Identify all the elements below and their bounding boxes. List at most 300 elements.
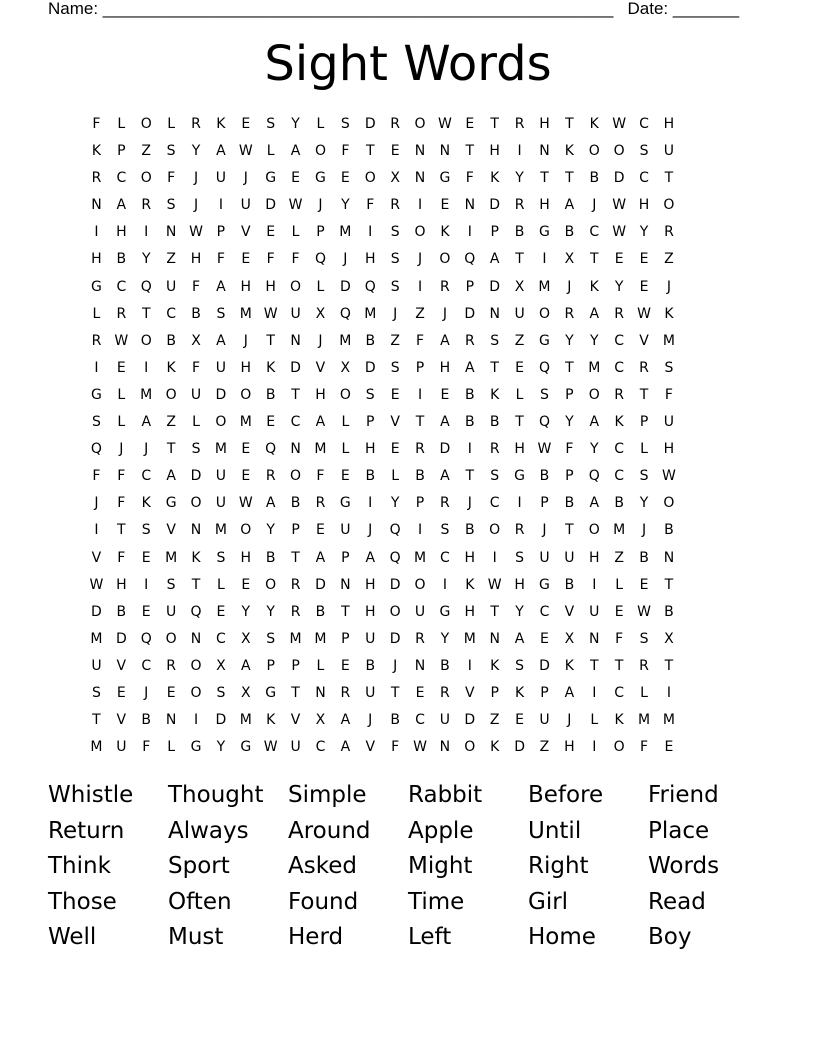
grid-letter[interactable]: M: [314, 441, 327, 458]
grid-letter[interactable]: L: [590, 712, 599, 729]
grid-letter[interactable]: G: [190, 739, 202, 756]
grid-letter[interactable]: A: [290, 143, 301, 160]
grid-letter[interactable]: B: [465, 414, 475, 431]
grid-letter[interactable]: U: [116, 739, 127, 756]
grid-letter[interactable]: V: [365, 739, 376, 756]
grid-letter[interactable]: U: [564, 549, 575, 566]
grid-letter[interactable]: Z: [166, 414, 176, 431]
grid-letter[interactable]: D: [290, 359, 301, 376]
grid-letter[interactable]: F: [266, 251, 275, 268]
grid-letter[interactable]: K: [266, 712, 276, 729]
grid-letter[interactable]: E: [340, 170, 350, 187]
grid-letter[interactable]: Y: [216, 739, 226, 756]
grid-letter[interactable]: Z: [664, 251, 674, 268]
grid-letter[interactable]: C: [141, 657, 152, 674]
grid-letter[interactable]: Z: [166, 251, 176, 268]
grid-letter[interactable]: T: [664, 576, 674, 593]
grid-letter[interactable]: M: [588, 359, 601, 376]
grid-letter[interactable]: T: [390, 684, 400, 701]
grid-letter[interactable]: S: [639, 630, 649, 647]
grid-letter[interactable]: T: [191, 576, 201, 593]
grid-letter[interactable]: K: [91, 143, 102, 160]
grid-letter[interactable]: X: [240, 684, 251, 701]
grid-letter[interactable]: I: [193, 712, 199, 729]
grid-letter[interactable]: W: [238, 495, 253, 512]
grid-letter[interactable]: S: [216, 684, 226, 701]
grid-letter[interactable]: T: [266, 332, 275, 349]
grid-letter[interactable]: S: [92, 684, 101, 701]
grid-letter[interactable]: T: [589, 657, 599, 674]
grid-letter[interactable]: C: [614, 684, 625, 701]
grid-letter[interactable]: T: [465, 468, 475, 485]
grid-letter[interactable]: W: [637, 603, 651, 620]
grid-letter[interactable]: H: [315, 386, 326, 403]
grid-letter[interactable]: F: [291, 251, 300, 268]
grid-letter[interactable]: Y: [515, 603, 524, 620]
grid-letter[interactable]: K: [514, 684, 525, 701]
grid-letter[interactable]: S: [515, 657, 525, 674]
grid-letter[interactable]: O: [464, 739, 476, 756]
grid-letter[interactable]: I: [517, 495, 522, 512]
grid-letter[interactable]: A: [489, 251, 500, 268]
grid-letter[interactable]: E: [291, 170, 300, 187]
grid-letter[interactable]: H: [464, 603, 476, 620]
grid-letter[interactable]: E: [141, 603, 151, 620]
grid-letter[interactable]: B: [365, 657, 376, 674]
grid-letter[interactable]: C: [216, 630, 226, 647]
grid-letter[interactable]: A: [589, 495, 600, 512]
grid-letter[interactable]: A: [340, 739, 351, 756]
grid-letter[interactable]: S: [490, 332, 500, 349]
grid-letter[interactable]: O: [265, 576, 277, 593]
grid-letter[interactable]: H: [564, 739, 575, 756]
grid-letter[interactable]: B: [265, 386, 276, 403]
grid-letter[interactable]: Z: [514, 332, 525, 349]
grid-letter[interactable]: D: [613, 170, 625, 187]
grid-letter[interactable]: T: [664, 170, 674, 187]
grid-letter[interactable]: D: [439, 441, 451, 458]
grid-letter[interactable]: S: [266, 630, 276, 647]
grid-letter[interactable]: R: [489, 441, 500, 458]
grid-letter[interactable]: P: [216, 224, 226, 241]
grid-letter[interactable]: O: [489, 522, 501, 539]
grid-letter[interactable]: N: [315, 684, 326, 701]
grid-letter[interactable]: A: [440, 332, 450, 349]
grid-letter[interactable]: P: [490, 224, 499, 241]
grid-letter[interactable]: N: [165, 712, 177, 729]
grid-letter[interactable]: B: [166, 332, 176, 349]
grid-letter[interactable]: Z: [489, 712, 500, 729]
grid-letter[interactable]: R: [564, 305, 575, 322]
grid-letter[interactable]: T: [540, 170, 549, 187]
grid-letter[interactable]: I: [94, 522, 99, 539]
grid-letter[interactable]: G: [514, 468, 526, 485]
grid-letter[interactable]: M: [538, 278, 551, 295]
grid-letter[interactable]: L: [167, 116, 176, 132]
grid-letter[interactable]: Y: [266, 522, 275, 539]
grid-letter[interactable]: O: [613, 739, 625, 756]
grid-letter[interactable]: Y: [191, 143, 201, 160]
grid-letter[interactable]: I: [592, 684, 597, 701]
grid-letter[interactable]: Y: [241, 603, 251, 620]
grid-letter[interactable]: C: [440, 549, 450, 566]
grid-letter[interactable]: W: [238, 143, 253, 160]
grid-letter[interactable]: D: [389, 630, 401, 647]
grid-letter[interactable]: P: [540, 684, 549, 701]
grid-letter[interactable]: L: [391, 468, 400, 485]
grid-letter[interactable]: U: [439, 712, 451, 729]
grid-letter[interactable]: O: [364, 170, 376, 187]
grid-letter[interactable]: G: [439, 170, 451, 187]
grid-letter[interactable]: A: [514, 630, 525, 647]
grid-letter[interactable]: C: [614, 441, 625, 458]
grid-letter[interactable]: J: [393, 657, 398, 674]
grid-letter[interactable]: J: [567, 712, 572, 729]
grid-letter[interactable]: H: [265, 278, 276, 295]
grid-letter[interactable]: P: [490, 684, 499, 701]
grid-letter[interactable]: Y: [291, 116, 300, 132]
grid-letter[interactable]: Z: [390, 332, 400, 349]
grid-letter[interactable]: I: [467, 657, 472, 674]
grid-letter[interactable]: D: [265, 197, 277, 214]
grid-letter[interactable]: D: [389, 576, 401, 593]
grid-letter[interactable]: I: [542, 251, 547, 268]
grid-letter[interactable]: I: [417, 522, 423, 539]
grid-letter[interactable]: U: [663, 143, 675, 160]
grid-letter[interactable]: M: [90, 739, 103, 756]
grid-letter[interactable]: T: [92, 712, 101, 729]
grid-letter[interactable]: T: [565, 522, 574, 539]
grid-letter[interactable]: R: [91, 170, 102, 187]
grid-letter[interactable]: J: [318, 197, 323, 214]
grid-letter[interactable]: B: [290, 495, 301, 512]
grid-letter[interactable]: T: [117, 522, 126, 539]
grid-letter[interactable]: O: [140, 332, 152, 349]
grid-letter[interactable]: O: [140, 170, 152, 187]
grid-letter[interactable]: E: [440, 197, 450, 214]
grid-letter[interactable]: R: [265, 468, 276, 485]
grid-letter[interactable]: S: [92, 414, 101, 431]
grid-letter[interactable]: T: [589, 251, 599, 268]
grid-letter[interactable]: S: [166, 576, 176, 593]
grid-letter[interactable]: L: [515, 386, 524, 403]
grid-letter[interactable]: M: [90, 630, 103, 647]
grid-letter[interactable]: J: [417, 251, 423, 268]
grid-letter[interactable]: U: [240, 197, 251, 214]
grid-letter[interactable]: B: [116, 251, 127, 268]
grid-letter[interactable]: O: [389, 603, 401, 620]
grid-letter[interactable]: W: [612, 224, 627, 241]
grid-letter[interactable]: R: [91, 332, 102, 349]
grid-letter[interactable]: U: [539, 712, 550, 729]
grid-letter[interactable]: I: [144, 224, 149, 241]
grid-letter[interactable]: F: [92, 116, 101, 132]
grid-letter[interactable]: X: [216, 657, 226, 674]
grid-letter[interactable]: D: [315, 576, 326, 593]
grid-letter[interactable]: N: [91, 197, 102, 214]
grid-letter[interactable]: X: [564, 630, 575, 647]
grid-letter[interactable]: F: [465, 170, 474, 187]
grid-letter[interactable]: C: [639, 170, 649, 187]
grid-letter[interactable]: S: [515, 549, 525, 566]
grid-letter[interactable]: X: [315, 712, 326, 729]
grid-letter[interactable]: A: [365, 549, 376, 566]
grid-letter[interactable]: E: [241, 116, 251, 132]
grid-letter[interactable]: W: [637, 305, 651, 322]
grid-letter[interactable]: N: [290, 332, 301, 349]
grid-letter[interactable]: U: [190, 386, 202, 403]
grid-letter[interactable]: R: [141, 197, 152, 214]
grid-letter[interactable]: F: [640, 739, 649, 756]
grid-letter[interactable]: T: [291, 684, 300, 701]
grid-letter[interactable]: I: [368, 495, 373, 512]
grid-letter[interactable]: W: [537, 441, 552, 458]
grid-letter[interactable]: E: [614, 251, 624, 268]
grid-letter[interactable]: L: [341, 441, 350, 458]
grid-letter[interactable]: Q: [538, 359, 550, 376]
grid-letter[interactable]: Z: [141, 143, 152, 160]
grid-letter[interactable]: A: [241, 657, 251, 674]
grid-letter[interactable]: O: [190, 657, 202, 674]
grid-letter[interactable]: K: [564, 143, 574, 160]
grid-letter[interactable]: E: [316, 522, 325, 539]
grid-letter[interactable]: U: [414, 603, 426, 620]
grid-letter[interactable]: N: [165, 224, 177, 241]
grid-letter[interactable]: R: [440, 495, 450, 512]
grid-letter[interactable]: B: [465, 386, 475, 403]
grid-letter[interactable]: T: [141, 305, 151, 322]
grid-letter[interactable]: P: [291, 522, 300, 539]
grid-letter[interactable]: Q: [265, 441, 277, 458]
grid-letter[interactable]: G: [91, 386, 102, 403]
grid-letter[interactable]: J: [243, 170, 248, 187]
grid-letter[interactable]: O: [290, 468, 302, 485]
grid-letter[interactable]: K: [614, 414, 624, 431]
grid-letter[interactable]: B: [564, 576, 575, 593]
grid-letter[interactable]: E: [241, 251, 251, 268]
grid-letter[interactable]: L: [316, 657, 325, 674]
grid-letter[interactable]: C: [589, 224, 600, 241]
grid-letter[interactable]: S: [340, 116, 350, 132]
grid-letter[interactable]: O: [290, 278, 302, 295]
grid-letter[interactable]: Z: [415, 305, 425, 322]
grid-letter[interactable]: L: [640, 684, 648, 701]
grid-letter[interactable]: G: [339, 495, 351, 512]
grid-letter[interactable]: L: [167, 739, 176, 756]
grid-letter[interactable]: O: [140, 116, 152, 132]
grid-letter[interactable]: Y: [390, 495, 400, 512]
grid-letter[interactable]: U: [539, 549, 550, 566]
grid-letter[interactable]: J: [368, 712, 373, 729]
grid-letter[interactable]: T: [614, 657, 624, 674]
grid-letter[interactable]: U: [663, 414, 675, 431]
grid-letter[interactable]: J: [542, 522, 547, 539]
grid-letter[interactable]: K: [191, 549, 201, 566]
grid-letter[interactable]: R: [390, 116, 400, 132]
grid-letter[interactable]: D: [489, 278, 501, 295]
grid-letter[interactable]: R: [440, 278, 450, 295]
grid-letter[interactable]: U: [514, 305, 525, 322]
grid-letter[interactable]: S: [191, 441, 201, 458]
grid-letter[interactable]: O: [663, 197, 675, 214]
grid-letter[interactable]: Q: [339, 305, 351, 322]
grid-letter[interactable]: R: [514, 116, 525, 132]
grid-letter[interactable]: D: [539, 657, 550, 674]
grid-letter[interactable]: K: [490, 657, 500, 674]
grid-letter[interactable]: U: [290, 305, 301, 322]
grid-letter[interactable]: R: [390, 197, 400, 214]
grid-letter[interactable]: T: [565, 359, 574, 376]
grid-letter[interactable]: C: [489, 495, 500, 512]
grid-letter[interactable]: P: [341, 549, 350, 566]
grid-letter[interactable]: J: [442, 305, 447, 322]
grid-letter[interactable]: J: [119, 441, 124, 458]
grid-letter[interactable]: V: [241, 224, 251, 241]
grid-letter[interactable]: T: [639, 386, 649, 403]
grid-letter[interactable]: R: [116, 305, 127, 322]
grid-letter[interactable]: D: [364, 116, 376, 132]
grid-letter[interactable]: E: [440, 386, 450, 403]
grid-letter[interactable]: I: [368, 224, 373, 241]
grid-letter[interactable]: X: [315, 305, 326, 322]
grid-letter[interactable]: F: [366, 197, 375, 214]
grid-letter[interactable]: E: [166, 684, 176, 701]
grid-letter[interactable]: W: [89, 576, 104, 593]
grid-letter[interactable]: G: [315, 170, 326, 187]
grid-letter[interactable]: T: [490, 603, 499, 620]
grid-letter[interactable]: P: [341, 630, 350, 647]
grid-letter[interactable]: V: [639, 332, 649, 349]
grid-letter[interactable]: E: [241, 468, 251, 485]
grid-letter[interactable]: M: [214, 522, 227, 539]
grid-letter[interactable]: W: [114, 332, 129, 349]
grid-letter[interactable]: B: [489, 414, 500, 431]
grid-letter[interactable]: K: [490, 739, 500, 756]
grid-letter[interactable]: N: [340, 576, 351, 593]
grid-letter[interactable]: F: [391, 739, 400, 756]
grid-letter[interactable]: T: [565, 116, 574, 132]
grid-letter[interactable]: A: [116, 197, 127, 214]
grid-letter[interactable]: O: [538, 305, 550, 322]
grid-letter[interactable]: V: [390, 414, 400, 431]
grid-letter[interactable]: F: [142, 739, 151, 756]
grid-letter[interactable]: W: [288, 197, 303, 214]
grid-letter[interactable]: J: [144, 684, 149, 701]
grid-letter[interactable]: T: [291, 549, 300, 566]
grid-letter[interactable]: T: [664, 657, 674, 674]
grid-letter[interactable]: F: [117, 468, 126, 485]
grid-letter[interactable]: E: [340, 468, 350, 485]
grid-letter[interactable]: S: [216, 549, 226, 566]
grid-letter[interactable]: Y: [440, 630, 450, 647]
grid-letter[interactable]: G: [539, 576, 550, 593]
grid-letter[interactable]: B: [390, 712, 400, 729]
grid-letter[interactable]: A: [465, 359, 475, 376]
grid-letter[interactable]: K: [490, 386, 500, 403]
grid-letter[interactable]: S: [490, 468, 500, 485]
grid-letter[interactable]: E: [241, 441, 251, 458]
grid-letter[interactable]: L: [92, 305, 101, 322]
grid-letter[interactable]: Q: [389, 549, 401, 566]
grid-letter[interactable]: K: [664, 305, 674, 322]
grid-letter[interactable]: T: [515, 251, 524, 268]
grid-letter[interactable]: H: [539, 197, 550, 214]
grid-letter[interactable]: E: [266, 224, 276, 241]
grid-letter[interactable]: G: [240, 739, 252, 756]
grid-letter[interactable]: O: [588, 143, 600, 160]
grid-letter[interactable]: H: [638, 197, 650, 214]
grid-letter[interactable]: O: [588, 522, 600, 539]
grid-letter[interactable]: B: [664, 522, 674, 539]
grid-letter[interactable]: P: [316, 224, 325, 241]
grid-letter[interactable]: F: [117, 549, 126, 566]
grid-letter[interactable]: B: [465, 522, 475, 539]
grid-letter[interactable]: N: [290, 441, 301, 458]
grid-letter[interactable]: A: [141, 414, 152, 431]
grid-letter[interactable]: H: [190, 251, 202, 268]
grid-letter[interactable]: R: [315, 495, 326, 512]
grid-letter[interactable]: T: [565, 170, 574, 187]
grid-letter[interactable]: S: [141, 522, 151, 539]
grid-letter[interactable]: S: [166, 197, 176, 214]
grid-letter[interactable]: K: [490, 170, 500, 187]
grid-letter[interactable]: N: [489, 630, 500, 647]
grid-letter[interactable]: P: [639, 414, 649, 431]
grid-letter[interactable]: L: [216, 576, 225, 593]
grid-letter[interactable]: A: [216, 278, 226, 295]
grid-letter[interactable]: O: [414, 116, 426, 132]
grid-letter[interactable]: E: [340, 657, 350, 674]
grid-letter[interactable]: C: [290, 414, 301, 431]
grid-letter[interactable]: S: [440, 522, 450, 539]
grid-letter[interactable]: I: [592, 739, 597, 756]
grid-letter[interactable]: Y: [639, 224, 649, 241]
grid-letter[interactable]: J: [666, 278, 671, 295]
grid-letter[interactable]: T: [415, 414, 425, 431]
grid-letter[interactable]: B: [639, 549, 649, 566]
grid-letter[interactable]: R: [614, 386, 625, 403]
grid-letter[interactable]: H: [364, 251, 376, 268]
grid-letter[interactable]: G: [439, 603, 451, 620]
grid-letter[interactable]: O: [190, 684, 202, 701]
grid-letter[interactable]: V: [564, 603, 575, 620]
grid-letter[interactable]: B: [415, 468, 425, 485]
grid-letter[interactable]: U: [340, 522, 351, 539]
grid-letter[interactable]: J: [94, 495, 99, 512]
grid-letter[interactable]: B: [365, 332, 376, 349]
grid-letter[interactable]: C: [539, 603, 550, 620]
grid-letter[interactable]: A: [564, 197, 575, 214]
grid-letter[interactable]: X: [340, 359, 351, 376]
grid-letter[interactable]: N: [414, 170, 426, 187]
grid-letter[interactable]: Q: [464, 251, 476, 268]
grid-letter[interactable]: H: [514, 441, 525, 458]
grid-letter[interactable]: J: [641, 522, 647, 539]
grid-letter[interactable]: N: [414, 657, 426, 674]
grid-letter[interactable]: N: [439, 143, 451, 160]
grid-letter[interactable]: D: [190, 468, 202, 485]
grid-letter[interactable]: E: [639, 251, 649, 268]
grid-letter[interactable]: M: [239, 305, 252, 322]
grid-letter[interactable]: W: [662, 468, 676, 485]
grid-letter[interactable]: P: [291, 657, 300, 674]
grid-letter[interactable]: Y: [589, 332, 599, 349]
grid-letter[interactable]: I: [218, 197, 223, 214]
grid-letter[interactable]: L: [316, 278, 325, 295]
grid-letter[interactable]: O: [215, 414, 227, 431]
grid-letter[interactable]: B: [265, 549, 276, 566]
grid-letter[interactable]: M: [214, 441, 227, 458]
